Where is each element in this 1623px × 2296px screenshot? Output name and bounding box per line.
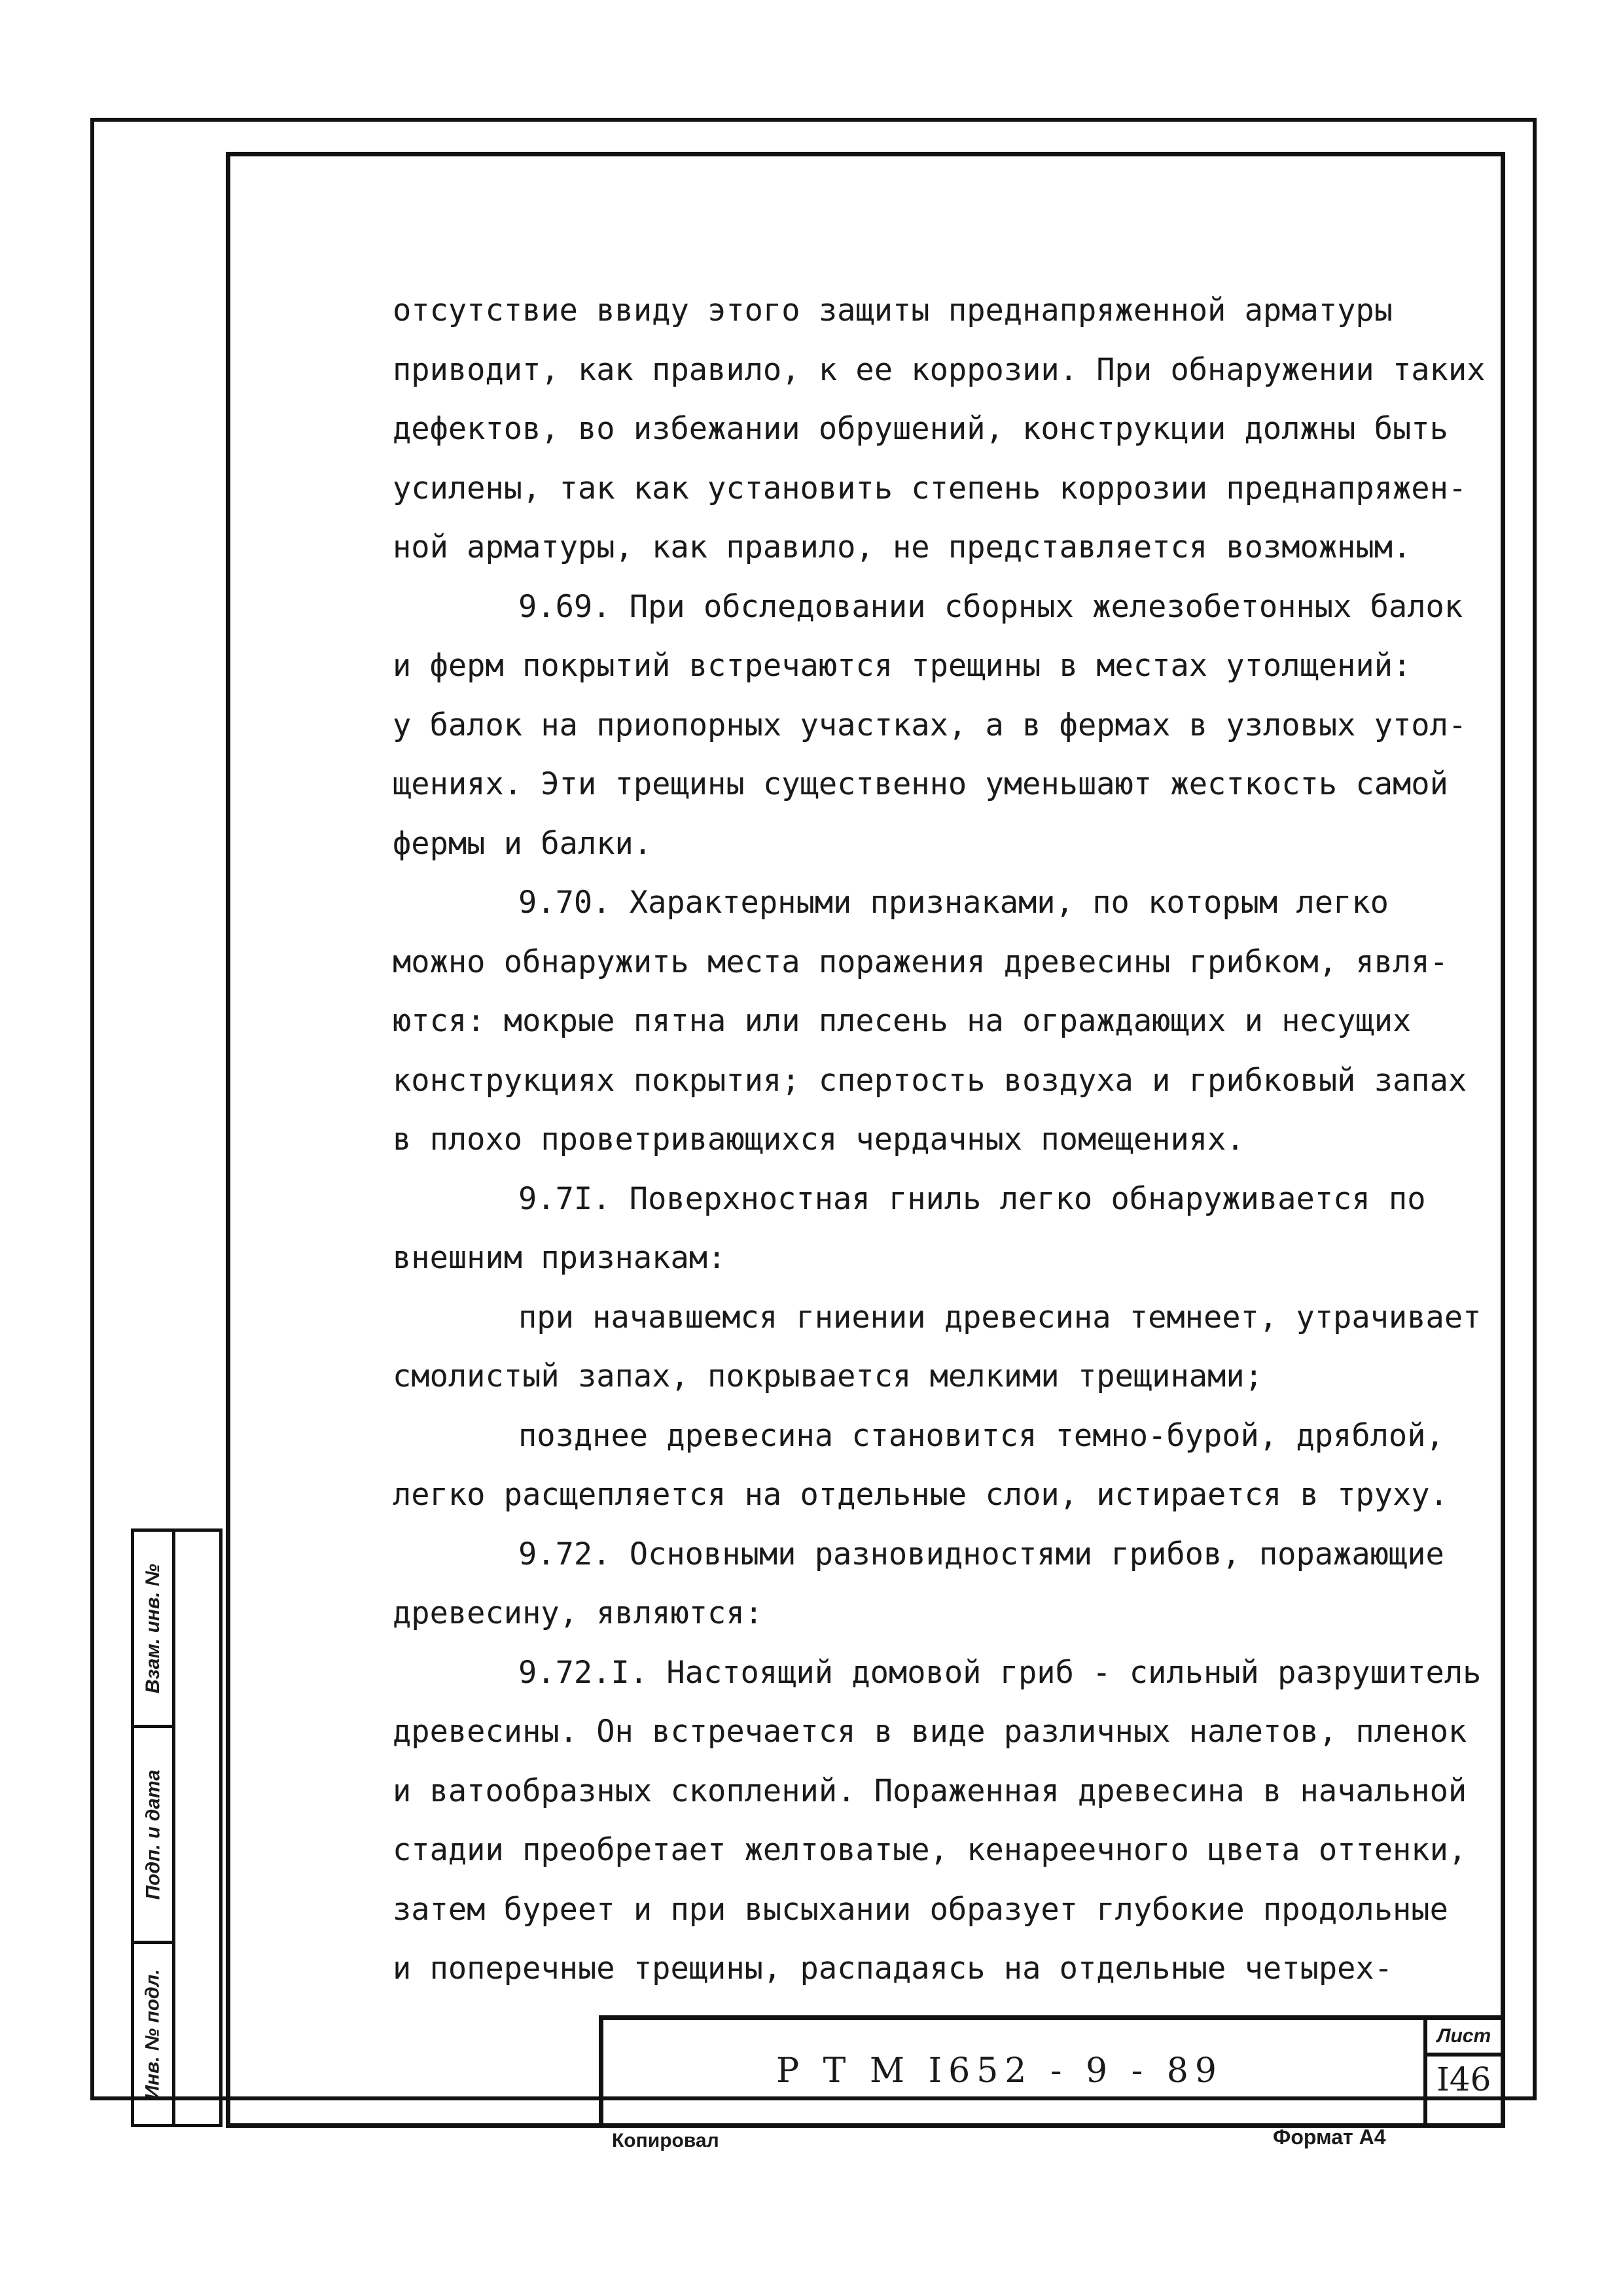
text-line: в плохо проветривающихся чердачных помещениях. <box>393 1122 1245 1157</box>
text-line: внешним признакам: <box>393 1240 726 1276</box>
text-line: щениях. Эти трещины существенно уменьшают жесткость самой <box>393 766 1448 802</box>
document-body <box>393 281 1492 1999</box>
text-line: ной арматуры, как правило, не представляется возможным. <box>393 529 1412 565</box>
title-block <box>599 2015 1505 2128</box>
strip-label-replacement-inventory: Взам. инв. № <box>142 1563 164 1693</box>
strip-cell-signature-date <box>134 1728 172 1944</box>
footer-copied: Копировал <box>612 2130 719 2151</box>
document-code: Р Т М I652 - 9 - 89 <box>776 2051 1223 2091</box>
text-line: смолистый запах, покрывается мелкими трещинами; <box>393 1358 1263 1394</box>
sheet-number: I46 <box>1436 2060 1491 2098</box>
sheet-cell <box>1423 2020 1501 2123</box>
text-line: приводит, как правило, к ее коррозии. При обнаружении таких <box>393 351 1486 388</box>
text-line: стадии преобретает желтоватые, кенареечного цвета оттенки, <box>393 1832 1467 1868</box>
text-line: 9.7I. Поверхностная гниль легко обнаруживается по <box>518 1180 1426 1217</box>
text-line: и поперечные трещины, распадаясь на отдельные четырех- <box>393 1951 1393 1987</box>
text-line: 9.72. Основными разновидностями грибов, поражающие <box>518 1536 1444 1572</box>
strip-label-signature-date: Подп. и дата <box>142 1769 164 1899</box>
binding-strip <box>131 1528 223 2127</box>
text-line: затем буреет и при высыхании образует глубокие продольные <box>393 1891 1448 1928</box>
text-line: можно обнаружить места поражения древесины грибком, явля- <box>393 944 1448 980</box>
binding-strip-labels <box>134 1532 175 2124</box>
text-line: легко расщепляется на отдельные слои, истирается в труху. <box>393 1477 1448 1513</box>
text-line: 9.70. Характерными признаками, по которым легко <box>518 885 1389 921</box>
text-line: позднее древесина становится темно-бурой, дряблой, <box>518 1417 1444 1454</box>
text-line: дефектов, во избежании обрушений, конструкции должны быть <box>393 411 1448 447</box>
text-line: конструкциях покрытия; спертость воздуха и грибковый запах <box>393 1062 1467 1099</box>
text-line: при начавшемся гниении древесина темнеет, утрачивает <box>518 1299 1482 1335</box>
text-line: 9.72.I. Настоящий домовой гриб - сильный разрушитель <box>518 1654 1482 1691</box>
text-line: и ферм покрытий встречаются трещины в местах утолщений: <box>393 648 1412 684</box>
text-line: и ватообразных скоплений. Пораженная древесина в начальной <box>393 1773 1467 1809</box>
text-line: 9.69. При обследовании сборных железобетонных балок <box>518 588 1463 625</box>
text-line: отсутствие ввиду этого защиты преднапряженной арматуры <box>393 292 1393 328</box>
sheet-label: Лист <box>1427 2020 1501 2057</box>
strip-cell-replacement-inventory <box>134 1532 172 1728</box>
text-line: усилены, так как установить степень коррозии преднапряжен- <box>393 470 1467 506</box>
strip-label-original-inventory: Инв. № подл. <box>142 1968 164 2100</box>
text-line: фермы и балки. <box>393 825 652 862</box>
text-line: древесину, являются: <box>393 1595 763 1631</box>
text-line: древесины. Он встречается в виде различных налетов, пленок <box>393 1714 1467 1750</box>
text-line: у балок на приопорных участках, а в фермах в узловых утол- <box>393 707 1467 743</box>
text-line: ются: мокрые пятна или плесень на ограждающих и несущих <box>393 1003 1412 1039</box>
footer-format: Формат А4 <box>1273 2125 1386 2149</box>
strip-cell-original-inventory <box>134 1944 172 2124</box>
